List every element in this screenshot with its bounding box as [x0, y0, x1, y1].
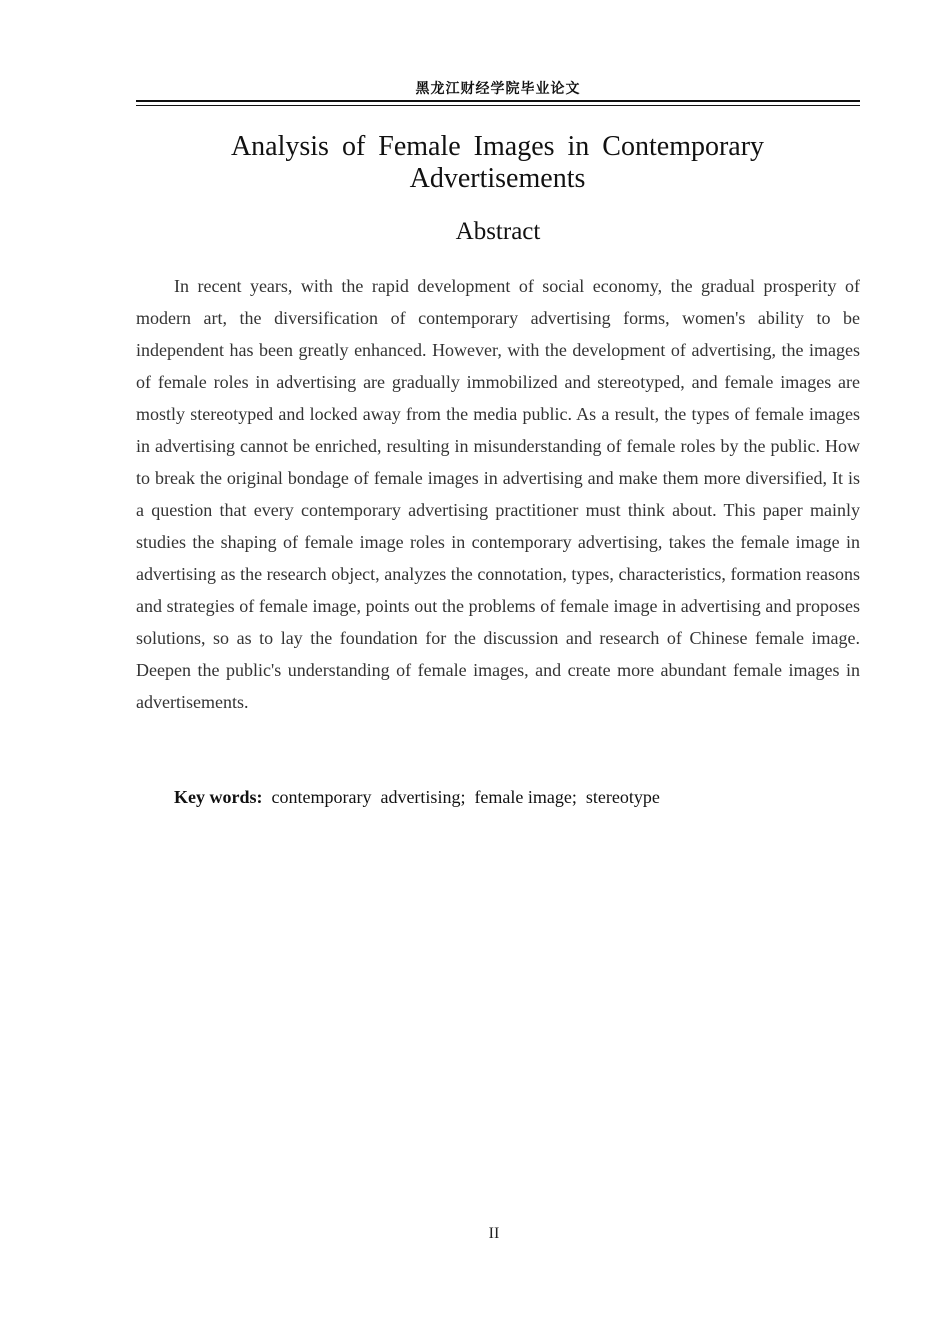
paper-title: Analysis of Female Images in Contemporary Advertisements [230, 131, 765, 194]
abstract-body: In recent years, with the rapid development of social economy, the gradual prosperity of modern art, the diversification of contemporary advertising forms, women's ability to be independent has been greatly enhanced. However, with the development of advertising, the images of female roles in advertising are gradually immobilized and stereotyped, and female images are mostly stereotyped and locked away from the media public. As a result, the types of female images in advertising cannot be enriched, resulting in misunderstanding of female roles by the public. How to break the original bondage of female images in advertising and make them more diversified, It is a question that every contemporary advertising practitioner must think about. This paper mainly studies the shaping of female image roles in contemporary advertising, takes the female image in advertising as the research object, analyzes the connotation, types, characteristics, formation reasons and strategies of female image, points out the problems of female image in advertising and proposes solutions, so as to lay the foundation for the discussion and research of Chinese female image. Deepen the public's understanding of female images, and create more abundant female images in advertisements. [136, 276, 860, 712]
page-number: II [488, 1225, 500, 1242]
keywords-label: Key words: [174, 787, 263, 807]
header-rule-thick [136, 100, 860, 102]
keywords-line [174, 781, 860, 813]
keywords-text: contemporary advertising; female image; stereotype [262, 787, 660, 807]
header-rule-thin [136, 105, 860, 106]
abstract-heading: Abstract [455, 218, 541, 245]
running-header: 黑龙江财经学院毕业论文 [415, 81, 581, 97]
